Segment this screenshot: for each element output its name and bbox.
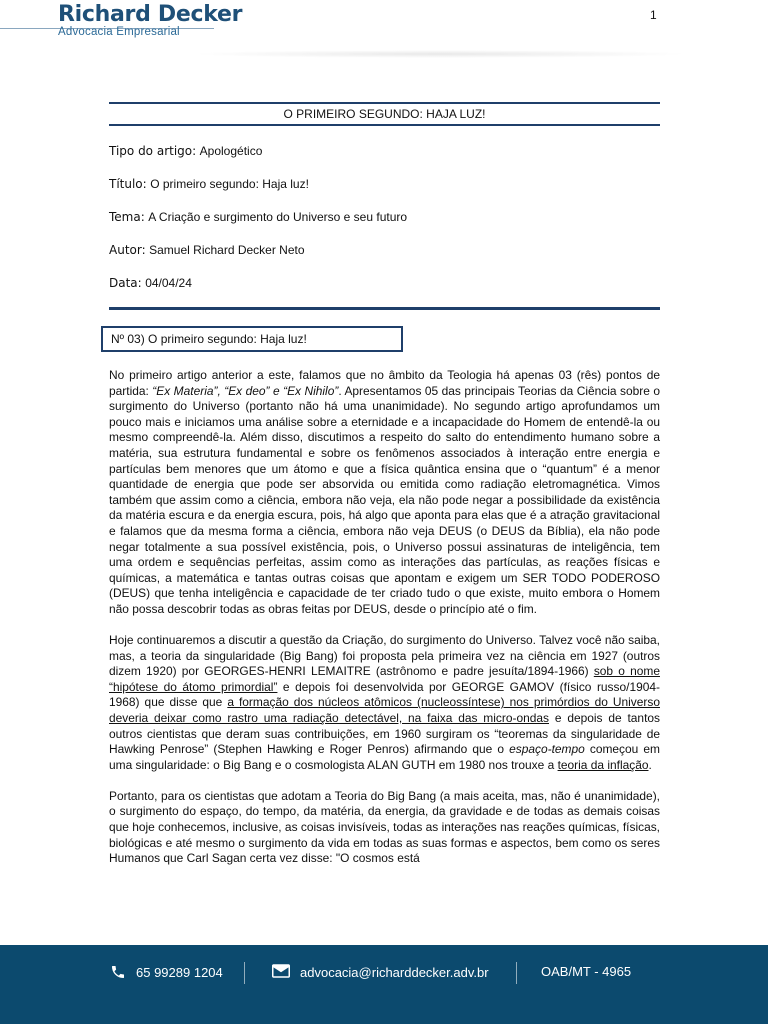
document-title: O PRIMEIRO SEGUNDO: HAJA LUZ! <box>109 102 660 126</box>
section-heading-box: Nº 03) O primeiro segundo: Haja luz! <box>101 326 403 352</box>
header-shadow <box>190 50 690 58</box>
meta-value: 04/04/24 <box>145 276 192 290</box>
meta-value: O primeiro segundo: Haja luz! <box>150 177 309 191</box>
page-footer <box>0 945 768 1024</box>
meta-label: Autor: <box>109 243 146 257</box>
meta-label: Título: <box>109 177 147 191</box>
underlined-run: a formação dos núcleos atômicos (nucleossíntese) nos primórdios do Universo deveria deixar como rastro uma radiação detectável, na faixa das micro-ondas <box>109 695 660 725</box>
underlined-run: teoria da inflação <box>557 757 649 772</box>
paragraph-3: Portanto, para os cientistas que adotam a Teoria do Big Bang (a mais aceita, mas, não é unanimidade), o surgimento do espaço, do tempo, da matéria, da energia, da gravidade e de todas as demais coisas que hoje conhecemos, inclusive, as coisas invisíveis, todas as interações nas reações químicas, físicas, biológicas e até mesmo o surgimento da vida em todas as suas formas e aspectos, bem como os seres Humanos que Carl Sagan certa vez disse: "O cosmos está <box>109 788 660 866</box>
oab-registration: OAB/MT - 4965 <box>541 964 632 979</box>
footer-divider <box>244 962 245 984</box>
page-number: 1 <box>650 8 657 22</box>
article-text <box>109 368 660 882</box>
section-divider <box>109 307 660 310</box>
footer-divider <box>516 962 517 984</box>
phone-icon <box>110 964 126 980</box>
text-run: Hoje continuaremos a discutir a questão da Criação, do surgimento do Universo. Talvez você não saiba, mas, a teoria da singularidade (Big Bang) foi proposta pela primeira vez na ciência em 1927 (outros dizem 1920) por GEORGES-HENRI LEMAITRE (astrônomo e padre jesuíta/1894-1966) <box>109 633 660 679</box>
brand-subtitle: Advocacia Empresarial <box>58 26 180 38</box>
italic-run: “Ex Materia”, “Ex deo” e “Ex Nihilo” <box>152 383 339 398</box>
meta-row-theme <box>109 208 660 241</box>
email-address: advocacia@richarddecker.adv.br <box>300 964 489 980</box>
underlined-run: sob o nome “hipótese do átomo primordial” <box>109 664 660 694</box>
text-run: . Apresentamos 05 das principais Teorias da Ciência sobre o surgimento do Universo (portanto não há uma unanimidade). No segundo artigo aprofundamos um pouco mais e iniciamos uma análise sobre a eternidade e a incapacidade do Homem de entendê-la ou mesmo compreendê-la. Além disso, discutimos a respeito do salto do entendimento humano sobre a matéria, sua estrutura fundamental e sobre os fenômenos associados à interação entre energia e partículas bem menores que um átomo e que a física quântica ensina que o “quantum” é a menor quantidade de energia que pode ser absorvida ou emitida como radiação eletromagnética. Vimos também que assim como a ciência, embora não veja, ela não pode negar a possibilidade da existência da matéria escura e da energia escura, pois, há algo que aponta para elas que é a atração gravitacional e falamos que da mesma forma a ciência, embora não veja DEUS (o DEUS da Bíblia), ela não pode negar totalmente a sua possível existência, pois, o Universo possui assinaturas de inteligência, tem uma ordem e sequências perfeitas, assim como as interações das partículas, as reações físicas e químicas, a matemática e tantas outras coisas que apontam e exigem um SER TODO PODEROSO (DEUS) que tenha inteligência e capacidade de ter criado tudo o que existe, muito embora o Homem não possa descobrir todas as obras feitas por DEUS, desde o princípio até o fim. <box>109 383 660 616</box>
footer-phone <box>110 964 223 980</box>
mail-icon <box>272 964 290 980</box>
meta-value: Samuel Richard Decker Neto <box>149 243 305 257</box>
page-header <box>0 0 768 60</box>
meta-row-type <box>109 142 660 175</box>
text-run: começou em uma singularidade: o Big Bang e o cosmologista ALAN GUTH em 1980 nos trouxe a <box>109 742 660 772</box>
meta-label: Data: <box>109 276 142 290</box>
brand-name: Richard Decker <box>58 2 243 27</box>
text-run: e depois de tantos outros cientistas que deram suas contribuições, em 1960 surgiram os “teoremas da singularidade de Hawking Penrose” (Stephen Hawking e Roger Penros) afirmando que o <box>109 710 660 757</box>
document-body <box>109 102 660 866</box>
meta-label: Tema: <box>109 210 145 224</box>
meta-label: Tipo do artigo: <box>109 144 197 158</box>
italic-run: espaço-tempo <box>509 742 585 757</box>
article-metadata <box>109 126 660 307</box>
meta-value: A Criação e surgimento do Universo e seu futuro <box>148 210 408 224</box>
text-run: No primeiro artigo anterior a este, falamos que no âmbito da Teologia há apenas 03 (rês) pontos de partida: <box>109 368 660 398</box>
text-run: . <box>648 757 652 772</box>
paragraph-1 <box>109 368 660 618</box>
paragraph-2 <box>109 633 660 773</box>
meta-row-title <box>109 175 660 208</box>
footer-email <box>272 964 489 980</box>
phone-number: 65 99289 1204 <box>136 964 223 980</box>
text-run: e depois foi desenvolvida por GEORGE GAMOV (físico russo/1904-1968) que disse que <box>109 679 660 710</box>
meta-row-date <box>109 274 660 307</box>
meta-value: Apologético <box>199 144 263 158</box>
footer-oab <box>541 964 631 979</box>
meta-row-author <box>109 241 660 274</box>
